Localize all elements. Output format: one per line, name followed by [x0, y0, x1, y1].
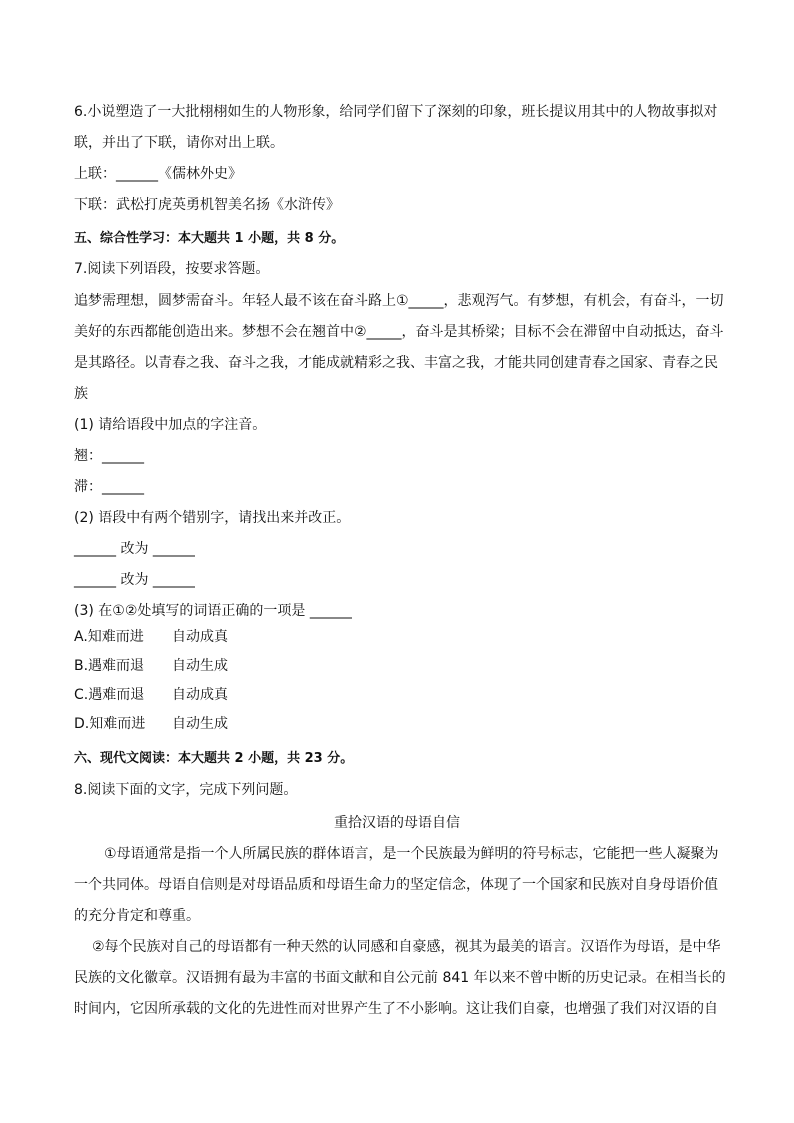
article-title: 重拾汉语的母语自信	[334, 815, 460, 831]
article-p1-line-2: 一个共同体。母语自信则是对母语品质和母语生命力的坚定信念，体现了一个国家和民族对自身母语价值	[74, 877, 718, 893]
option-c-value: 自动成真	[172, 687, 228, 703]
option-b-value: 自动生成	[172, 658, 228, 674]
q8-heading: 8.阅读下面的文字，完成下列问题。	[74, 782, 298, 798]
article-p1-line-1: ①母语通常是指一个人所属民族的群体语言，是一个民族最为鲜明的符号标志，它能把一些人凝聚为	[104, 846, 719, 862]
article-p1-line-3: 的充分肯定和尊重。	[74, 908, 200, 924]
q6-upper-couplet: 上联：______《儒林外史》	[74, 166, 242, 182]
option-d-key: D.知难而进	[74, 716, 146, 732]
q7-correction-2: ______ 改为 ______	[74, 572, 195, 588]
q6-lower-couplet: 下联：武松打虎英勇机智美名扬《水浒传》	[74, 197, 340, 213]
q7-option-c	[74, 685, 228, 705]
option-a-value: 自动成真	[172, 629, 228, 645]
q7-option-b	[74, 656, 228, 676]
q7-sub-3: (3) 在①②处填写的词语正确的一项是 ______	[74, 603, 352, 619]
q7-heading: 7.阅读下列语段，按要求答题。	[74, 261, 270, 277]
article-p2-line-3: 时间内，它因所承载的文化的先进性而对世界产生了不小影响。这让我们自豪，也增强了我们对汉语的自	[74, 1001, 718, 1017]
q7-passage-line-3: 是其路径。以青春之我、奋斗之我，才能成就精彩之我、丰富之我，才能共同创建青春之国家、青春之民	[74, 355, 718, 371]
q7-sub-2: (2) 语段中有两个错别字，请找出来并改正。	[74, 510, 351, 526]
q7-option-a	[74, 627, 228, 647]
article-p2-line-1: ②每个民族对自己的母语都有一种天然的认同感和自豪感，视其为最美的语言。汉语作为母语，是中华	[92, 939, 721, 955]
q7-passage-line-4: 族	[74, 386, 88, 402]
option-b-key: B.遇难而退	[74, 658, 145, 674]
q6-line-2: 联，并出了下联，请你对出上联。	[74, 135, 284, 151]
option-a-key: A.知难而进	[74, 629, 144, 645]
section-6-heading: 六、现代文阅读：本大题共 2 小题，共 23 分。	[74, 751, 354, 766]
q7-answer-2: 滞：______	[74, 479, 144, 495]
q7-correction-1: ______ 改为 ______	[74, 541, 195, 557]
option-d-value: 自动生成	[172, 716, 228, 732]
q6-line-1: 6.小说塑造了一大批栩栩如生的人物形象，给同学们留下了深刻的印象，班长提议用其中的人物故事拟对	[74, 104, 718, 120]
option-c-key: C.遇难而退	[74, 687, 145, 703]
q7-passage-line-2: 美好的东西都能创造出来。梦想不会在翘首中②_____，奋斗是其桥梁；目标不会在滞留中自动抵达，奋斗	[74, 324, 724, 340]
q7-passage-line-1: 追梦需理想，圆梦需奋斗。年轻人最不该在奋斗路上①_____，悲观泻气。有梦想，有机会，有奋斗，一切	[74, 293, 724, 309]
section-5-heading: 五、综合性学习：本大题共 1 小题，共 8 分。	[74, 231, 345, 246]
q7-option-d	[74, 714, 228, 734]
q7-answer-1: 翘：______	[74, 448, 144, 464]
q7-sub-1: (1) 请给语段中加点的字注音。	[74, 417, 267, 433]
article-p2-line-2: 民族的文化徽章。汉语拥有最为丰富的书面文献和自公元前 841 年以来不曾中断的历史记录。在相当长的	[74, 970, 726, 986]
